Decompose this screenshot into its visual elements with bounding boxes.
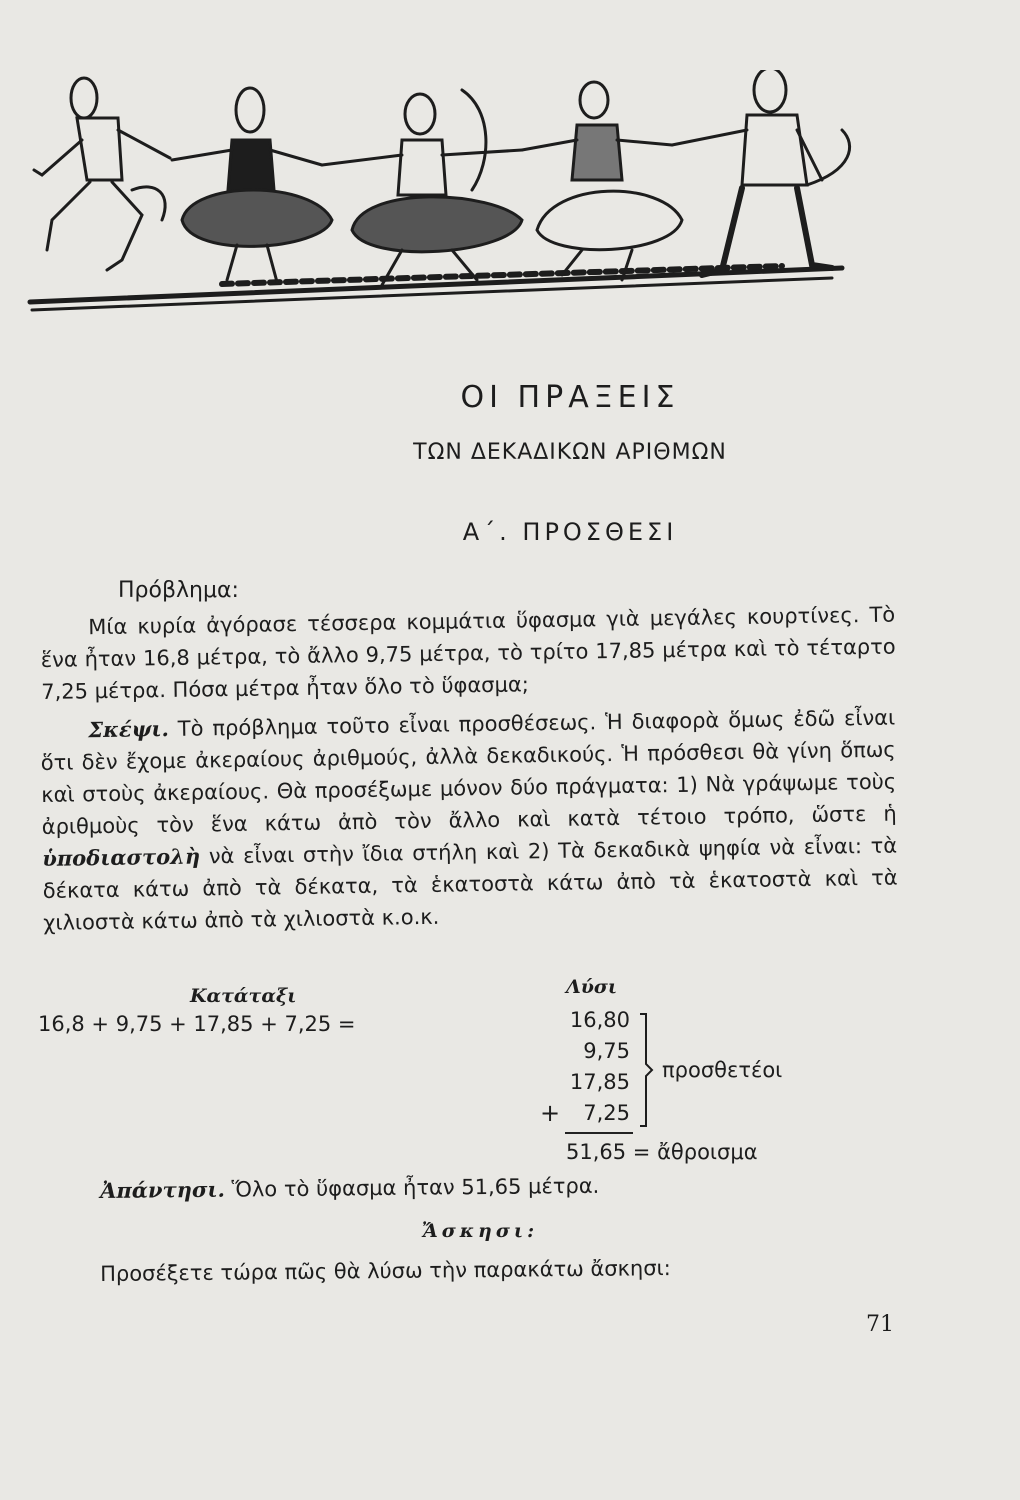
sum-line <box>565 1132 633 1134</box>
addends-label: προσθετέοι <box>662 1058 783 1082</box>
addend-2: 9,75 <box>583 1039 630 1063</box>
section-heading: Α΄. ΠΡΟΣΘΕΣΙ <box>462 518 678 546</box>
page-number: 71 <box>866 1312 894 1337</box>
addend-1: 16,80 <box>569 1008 630 1032</box>
dancing-figures-illustration <box>22 70 860 320</box>
thought-text-b: νὰ εἶναι στὴν ἴδια στήλη καὶ 2) Τὰ δεκαδικὰ ψηφία νὰ εἶναι: τὰ δέκατα κάτω ἀπὸ τὰ δέκατα, τὰ ἑκατοστὰ κάτω ἀπὸ τὰ ἑκατοστὰ καὶ τὰ χιλιοστὰ κάτω ἀπὸ τὰ χιλιοστὰ κ.ο.κ. <box>42 833 898 935</box>
problem-text: Μία κυρία ἀγόρασε τέσσερα κομμάτια ὕφασμα γιὰ μεγάλες κουρτίνες. Τὸ ἕνα ἦταν 16,8 μέτρα, τὸ ἄλλο 9,75 μέτρα, τὸ τρίτο 17,85 μέτρα καὶ τὸ τέταρτο 7,25 μέτρα. Πόσα μέτρα ἦταν ὅλο τὸ ὕφασμα; <box>40 602 896 704</box>
addend-3: 17,85 <box>569 1070 630 1094</box>
closing-text: Προσέξετε τώρα πῶς θὰ λύσω τὴν παρακάτω ἄσκησι: <box>100 1256 671 1286</box>
answer-line <box>100 1173 599 1203</box>
page-subtitle: ΤΩΝ ΔΕΚΑΔΙΚΩΝ ΑΡΙΘΜΩΝ <box>413 440 727 465</box>
problem-label: Πρόβλημα: <box>118 578 239 603</box>
arrangement-label: Κατάταξι <box>190 985 297 1007</box>
addition-expression: 16,8 + 9,75 + 17,85 + 7,25 = <box>38 1012 356 1036</box>
answer-text: Ὅλο τὸ ὕφασμα ἦταν 51,65 μέτρα. <box>224 1173 600 1202</box>
thought-text-a: Τὸ πρόβλημα τοῦτο εἶναι προσθέσεως. Ἡ διαφορὰ ὅμως ἐδῶ εἶναι ὅτι δὲν ἔχομε ἀκεραίους ἀριθμούς, ἀλλὰ δεκαδικούς. Ἡ πρόσθεσι θὰ γίνη ὅπως καὶ στοὺς ἀκεραίους. Θὰ προσέξωμε μόνον δύο πράγματα: 1) Νὰ γράψωμε τοὺς ἀριθμοὺς τὸν ἕνα κάτω ἀπὸ τὸν ἄλλο καὶ κατὰ τέτοιο τρόπο, ὥστε ἡ <box>40 705 897 839</box>
addend-4: 7,25 <box>583 1101 630 1125</box>
thought-paragraph <box>40 702 898 939</box>
thought-emphasis: ὑποδιαστολὴ <box>42 843 201 871</box>
right-brace-icon <box>638 1012 654 1128</box>
thought-label: Σκέψι. <box>88 715 170 743</box>
answer-label: Ἀπάντησι. <box>100 1176 226 1203</box>
plus-sign: + <box>540 1099 561 1127</box>
page-title: ΟΙ ΠΡΑΞΕΙΣ <box>460 380 680 415</box>
solution-label: Λύσι <box>566 976 618 998</box>
sum-result: 51,65 = ἄθροισμα <box>566 1140 758 1164</box>
exercise-label: Ἄσκησι: <box>422 1220 539 1242</box>
